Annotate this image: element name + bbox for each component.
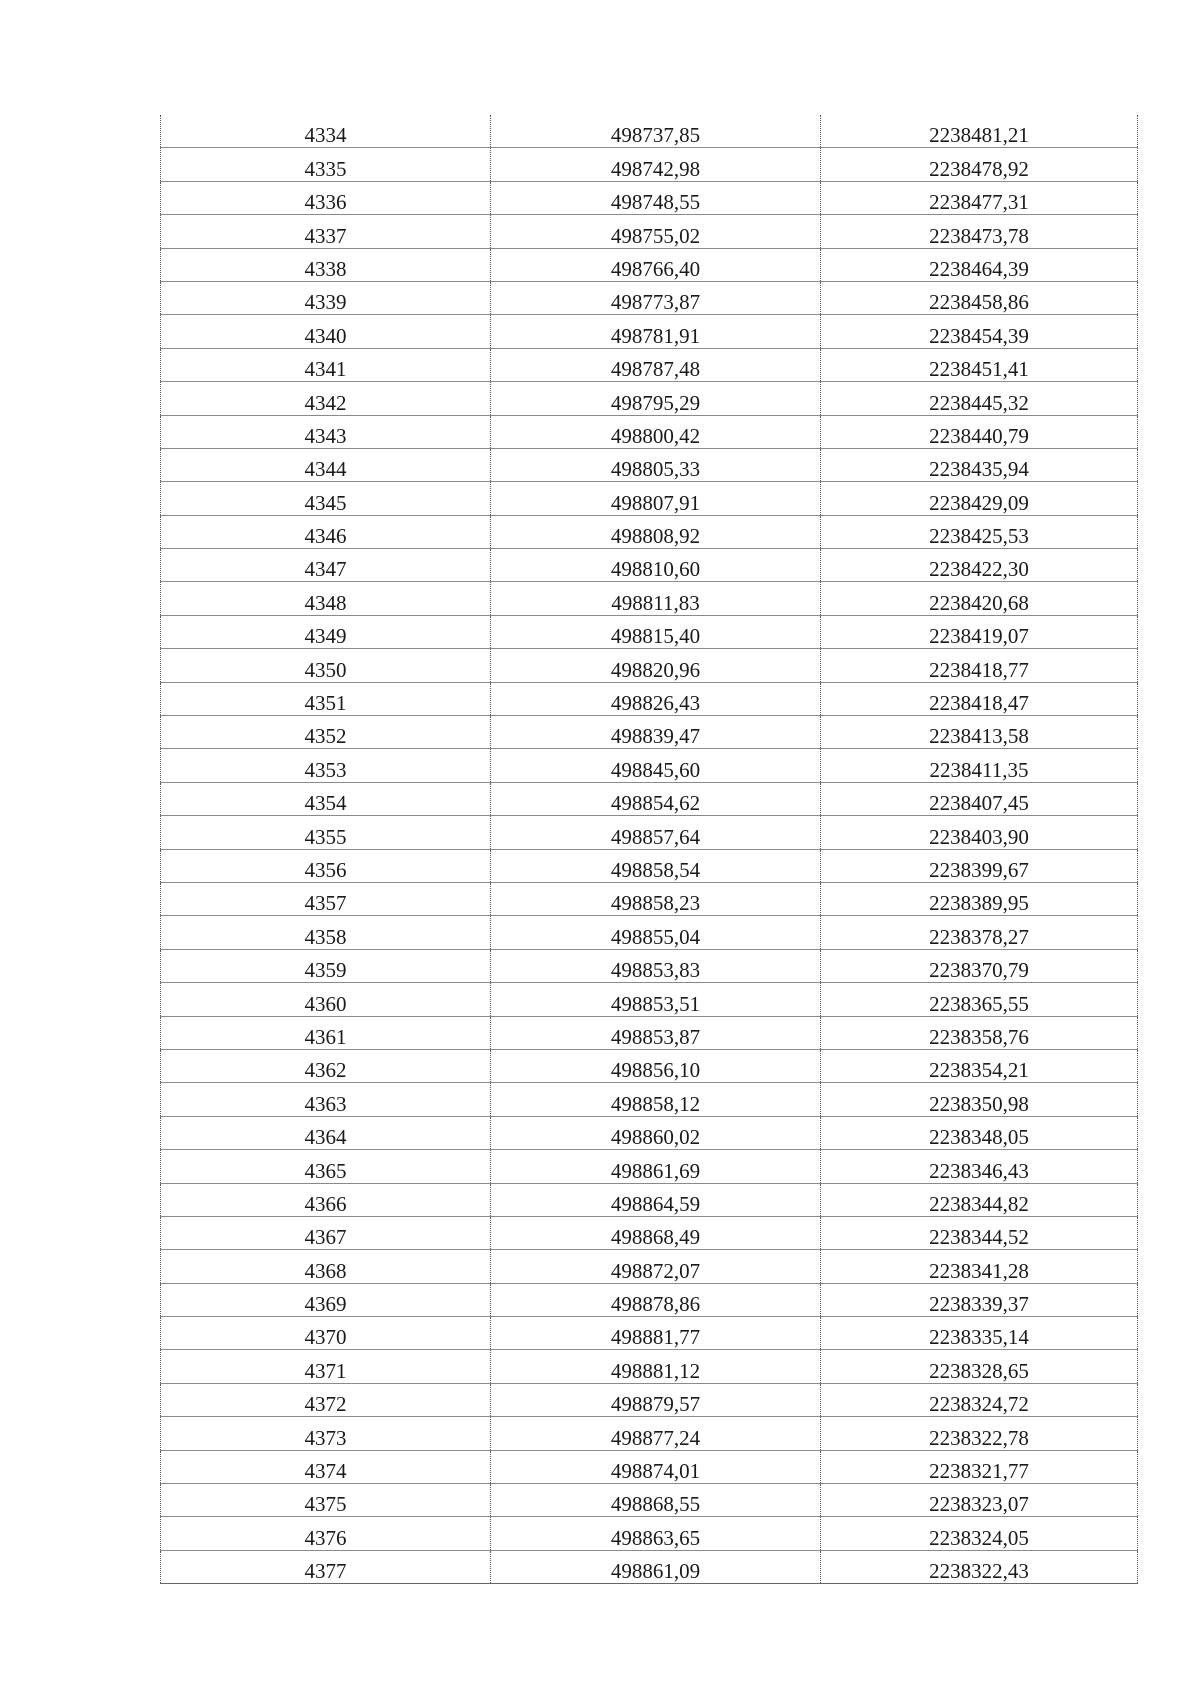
point-number-cell: 4368 <box>161 1250 491 1283</box>
y-coordinate-cell: 2238454,39 <box>821 315 1138 348</box>
table-row <box>161 983 1138 1016</box>
table-row <box>161 916 1138 949</box>
x-coordinate-cell: 498773,87 <box>491 281 821 314</box>
point-number-cell: 4336 <box>161 181 491 214</box>
y-coordinate-cell: 2238440,79 <box>821 415 1138 448</box>
y-coordinate-cell: 2238413,58 <box>821 716 1138 749</box>
x-coordinate-cell: 498807,91 <box>491 482 821 515</box>
y-coordinate-cell: 2238350,98 <box>821 1083 1138 1116</box>
y-coordinate-cell: 2238324,05 <box>821 1517 1138 1550</box>
table-row <box>161 649 1138 682</box>
table-row <box>161 1183 1138 1216</box>
point-number-cell: 4358 <box>161 916 491 949</box>
point-number-cell: 4349 <box>161 615 491 648</box>
point-number-cell: 4374 <box>161 1450 491 1483</box>
x-coordinate-cell: 498755,02 <box>491 215 821 248</box>
x-coordinate-cell: 498811,83 <box>491 582 821 615</box>
x-coordinate-cell: 498855,04 <box>491 916 821 949</box>
table-row <box>161 248 1138 281</box>
table-row <box>161 115 1138 148</box>
table-row <box>161 515 1138 548</box>
table-row <box>161 1116 1138 1149</box>
x-coordinate-cell: 498805,33 <box>491 448 821 481</box>
x-coordinate-cell: 498742,98 <box>491 148 821 181</box>
point-number-cell: 4362 <box>161 1049 491 1082</box>
point-number-cell: 4342 <box>161 382 491 415</box>
y-coordinate-cell: 2238339,37 <box>821 1283 1138 1316</box>
y-coordinate-cell: 2238435,94 <box>821 448 1138 481</box>
table-row <box>161 1250 1138 1283</box>
x-coordinate-cell: 498858,54 <box>491 849 821 882</box>
table-row <box>161 749 1138 782</box>
table-row <box>161 1049 1138 1082</box>
y-coordinate-cell: 2238341,28 <box>821 1250 1138 1283</box>
y-coordinate-cell: 2238358,76 <box>821 1016 1138 1049</box>
x-coordinate-cell: 498810,60 <box>491 549 821 582</box>
x-coordinate-cell: 498854,62 <box>491 782 821 815</box>
y-coordinate-cell: 2238429,09 <box>821 482 1138 515</box>
point-number-cell: 4355 <box>161 816 491 849</box>
y-coordinate-cell: 2238464,39 <box>821 248 1138 281</box>
x-coordinate-cell: 498826,43 <box>491 682 821 715</box>
y-coordinate-cell: 2238335,14 <box>821 1317 1138 1350</box>
y-coordinate-cell: 2238422,30 <box>821 549 1138 582</box>
y-coordinate-cell: 2238411,35 <box>821 749 1138 782</box>
x-coordinate-cell: 498881,77 <box>491 1317 821 1350</box>
y-coordinate-cell: 2238389,95 <box>821 882 1138 915</box>
point-number-cell: 4369 <box>161 1283 491 1316</box>
table-row <box>161 716 1138 749</box>
y-coordinate-cell: 2238458,86 <box>821 281 1138 314</box>
y-coordinate-cell: 2238323,07 <box>821 1484 1138 1517</box>
table-row <box>161 849 1138 882</box>
point-number-cell: 4361 <box>161 1016 491 1049</box>
coordinates-table <box>160 115 1138 1584</box>
y-coordinate-cell: 2238473,78 <box>821 215 1138 248</box>
point-number-cell: 4359 <box>161 949 491 982</box>
x-coordinate-cell: 498861,69 <box>491 1150 821 1183</box>
table-row <box>161 482 1138 515</box>
point-number-cell: 4335 <box>161 148 491 181</box>
x-coordinate-cell: 498781,91 <box>491 315 821 348</box>
x-coordinate-cell: 498879,57 <box>491 1383 821 1416</box>
y-coordinate-cell: 2238420,68 <box>821 582 1138 615</box>
x-coordinate-cell: 498856,10 <box>491 1049 821 1082</box>
point-number-cell: 4373 <box>161 1417 491 1450</box>
point-number-cell: 4375 <box>161 1484 491 1517</box>
point-number-cell: 4352 <box>161 716 491 749</box>
point-number-cell: 4339 <box>161 281 491 314</box>
table-row <box>161 1350 1138 1383</box>
x-coordinate-cell: 498839,47 <box>491 716 821 749</box>
y-coordinate-cell: 2238451,41 <box>821 348 1138 381</box>
table-row <box>161 1450 1138 1483</box>
x-coordinate-cell: 498861,09 <box>491 1550 821 1583</box>
x-coordinate-cell: 498874,01 <box>491 1450 821 1483</box>
x-coordinate-cell: 498737,85 <box>491 115 821 148</box>
table-row <box>161 1283 1138 1316</box>
table-row <box>161 448 1138 481</box>
y-coordinate-cell: 2238322,78 <box>821 1417 1138 1450</box>
table-row <box>161 1417 1138 1450</box>
x-coordinate-cell: 498815,40 <box>491 615 821 648</box>
x-coordinate-cell: 498808,92 <box>491 515 821 548</box>
y-coordinate-cell: 2238478,92 <box>821 148 1138 181</box>
point-number-cell: 4364 <box>161 1116 491 1149</box>
point-number-cell: 4337 <box>161 215 491 248</box>
table-row <box>161 415 1138 448</box>
x-coordinate-cell: 498863,65 <box>491 1517 821 1550</box>
table-row <box>161 1550 1138 1583</box>
y-coordinate-cell: 2238321,77 <box>821 1450 1138 1483</box>
x-coordinate-cell: 498860,02 <box>491 1116 821 1149</box>
y-coordinate-cell: 2238354,21 <box>821 1049 1138 1082</box>
point-number-cell: 4353 <box>161 749 491 782</box>
y-coordinate-cell: 2238481,21 <box>821 115 1138 148</box>
table-row <box>161 1150 1138 1183</box>
point-number-cell: 4347 <box>161 549 491 582</box>
table-row <box>161 549 1138 582</box>
table-row <box>161 181 1138 214</box>
table-row <box>161 382 1138 415</box>
y-coordinate-cell: 2238346,43 <box>821 1150 1138 1183</box>
table-row <box>161 682 1138 715</box>
x-coordinate-cell: 498864,59 <box>491 1183 821 1216</box>
table-row <box>161 215 1138 248</box>
table-row <box>161 582 1138 615</box>
y-coordinate-cell: 2238365,55 <box>821 983 1138 1016</box>
y-coordinate-cell: 2238445,32 <box>821 382 1138 415</box>
point-number-cell: 4345 <box>161 482 491 515</box>
x-coordinate-cell: 498853,83 <box>491 949 821 982</box>
point-number-cell: 4366 <box>161 1183 491 1216</box>
table-row <box>161 1317 1138 1350</box>
y-coordinate-cell: 2238403,90 <box>821 816 1138 849</box>
y-coordinate-cell: 2238477,31 <box>821 181 1138 214</box>
x-coordinate-cell: 498845,60 <box>491 749 821 782</box>
x-coordinate-cell: 498800,42 <box>491 415 821 448</box>
point-number-cell: 4351 <box>161 682 491 715</box>
table-row <box>161 816 1138 849</box>
y-coordinate-cell: 2238425,53 <box>821 515 1138 548</box>
y-coordinate-cell: 2238419,07 <box>821 615 1138 648</box>
x-coordinate-cell: 498872,07 <box>491 1250 821 1283</box>
y-coordinate-cell: 2238322,43 <box>821 1550 1138 1583</box>
table-row <box>161 615 1138 648</box>
y-coordinate-cell: 2238418,47 <box>821 682 1138 715</box>
point-number-cell: 4357 <box>161 882 491 915</box>
y-coordinate-cell: 2238378,27 <box>821 916 1138 949</box>
point-number-cell: 4350 <box>161 649 491 682</box>
x-coordinate-cell: 498853,87 <box>491 1016 821 1049</box>
table-row <box>161 782 1138 815</box>
y-coordinate-cell: 2238407,45 <box>821 782 1138 815</box>
point-number-cell: 4338 <box>161 248 491 281</box>
x-coordinate-cell: 498858,23 <box>491 882 821 915</box>
point-number-cell: 4354 <box>161 782 491 815</box>
table-row <box>161 1517 1138 1550</box>
point-number-cell: 4344 <box>161 448 491 481</box>
x-coordinate-cell: 498766,40 <box>491 248 821 281</box>
point-number-cell: 4360 <box>161 983 491 1016</box>
point-number-cell: 4376 <box>161 1517 491 1550</box>
x-coordinate-cell: 498868,49 <box>491 1216 821 1249</box>
point-number-cell: 4370 <box>161 1317 491 1350</box>
point-number-cell: 4365 <box>161 1150 491 1183</box>
point-number-cell: 4371 <box>161 1350 491 1383</box>
point-number-cell: 4367 <box>161 1216 491 1249</box>
table-row <box>161 1216 1138 1249</box>
table-row <box>161 1083 1138 1116</box>
table-row <box>161 315 1138 348</box>
point-number-cell: 4341 <box>161 348 491 381</box>
x-coordinate-cell: 498858,12 <box>491 1083 821 1116</box>
coordinates-table-body <box>161 115 1138 1584</box>
x-coordinate-cell: 498787,48 <box>491 348 821 381</box>
table-row <box>161 281 1138 314</box>
table-row <box>161 1383 1138 1416</box>
table-row <box>161 1484 1138 1517</box>
y-coordinate-cell: 2238418,77 <box>821 649 1138 682</box>
y-coordinate-cell: 2238328,65 <box>821 1350 1138 1383</box>
y-coordinate-cell: 2238399,67 <box>821 849 1138 882</box>
x-coordinate-cell: 498881,12 <box>491 1350 821 1383</box>
point-number-cell: 4334 <box>161 115 491 148</box>
point-number-cell: 4346 <box>161 515 491 548</box>
table-row <box>161 882 1138 915</box>
point-number-cell: 4372 <box>161 1383 491 1416</box>
x-coordinate-cell: 498853,51 <box>491 983 821 1016</box>
table-row <box>161 1016 1138 1049</box>
point-number-cell: 4363 <box>161 1083 491 1116</box>
x-coordinate-cell: 498868,55 <box>491 1484 821 1517</box>
y-coordinate-cell: 2238344,82 <box>821 1183 1138 1216</box>
x-coordinate-cell: 498795,29 <box>491 382 821 415</box>
x-coordinate-cell: 498748,55 <box>491 181 821 214</box>
table-row <box>161 348 1138 381</box>
table-row <box>161 148 1138 181</box>
y-coordinate-cell: 2238324,72 <box>821 1383 1138 1416</box>
point-number-cell: 4340 <box>161 315 491 348</box>
x-coordinate-cell: 498877,24 <box>491 1417 821 1450</box>
x-coordinate-cell: 498820,96 <box>491 649 821 682</box>
x-coordinate-cell: 498857,64 <box>491 816 821 849</box>
table-row <box>161 949 1138 982</box>
y-coordinate-cell: 2238344,52 <box>821 1216 1138 1249</box>
point-number-cell: 4348 <box>161 582 491 615</box>
point-number-cell: 4343 <box>161 415 491 448</box>
point-number-cell: 4356 <box>161 849 491 882</box>
point-number-cell: 4377 <box>161 1550 491 1583</box>
y-coordinate-cell: 2238348,05 <box>821 1116 1138 1149</box>
y-coordinate-cell: 2238370,79 <box>821 949 1138 982</box>
x-coordinate-cell: 498878,86 <box>491 1283 821 1316</box>
